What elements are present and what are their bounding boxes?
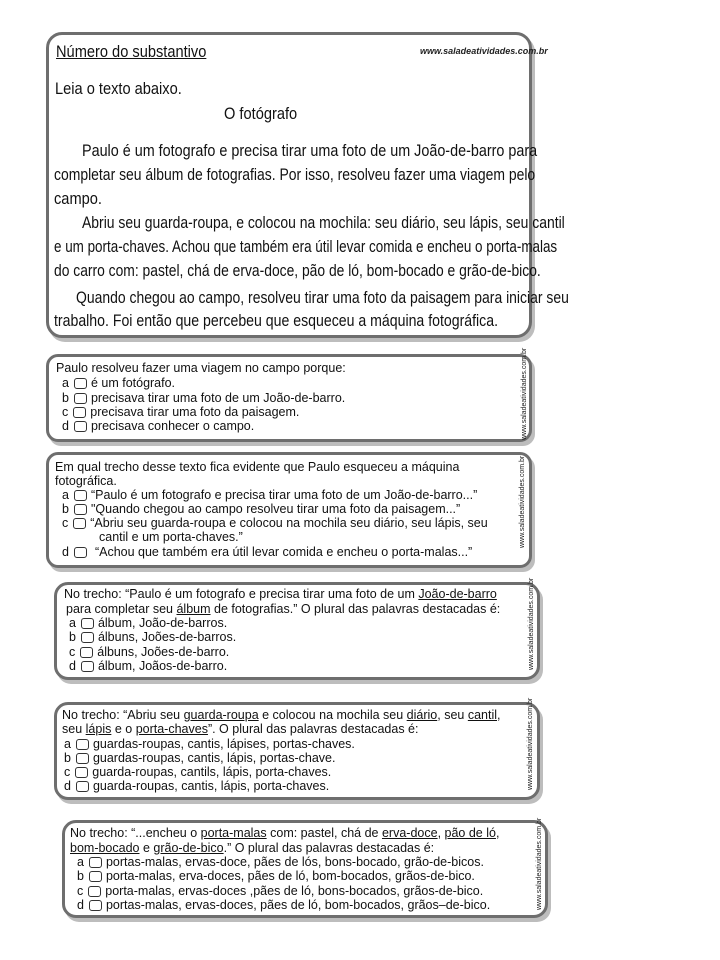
question-2-option-c[interactable]: c “Abriu seu guarda-roupa e colocou na mochila seu diário, seu lápis, seu <box>62 516 488 530</box>
story-line: completar seu álbum de fotografias. Por isso, resolveu fazer uma viagem pelo <box>54 165 536 184</box>
question-4-text: seu lápis e o porta-chaves”. O plural das palavras destacadas é: <box>62 722 419 736</box>
checkbox[interactable] <box>88 886 101 897</box>
story-line: trabalho. Foi então que percebeu que esqueceu a máquina fotográfica. <box>54 311 498 330</box>
story-title: O fotógrafo <box>224 104 298 123</box>
question-5-text: bom-bocado e grão-de-bico.” O plural das palavras destacadas é: <box>70 841 435 855</box>
question-1-option-b[interactable]: b precisava tirar uma foto de um João-de-barro. <box>62 391 346 405</box>
checkbox[interactable] <box>74 393 87 404</box>
checkbox[interactable] <box>75 767 88 778</box>
story-line: campo. <box>54 189 102 208</box>
question-2-option-a[interactable]: a “Paulo é um fotografo e precisa tirar uma foto de um João-de-barro...” <box>62 488 478 502</box>
checkbox[interactable] <box>81 632 94 643</box>
checkbox[interactable] <box>89 857 102 868</box>
instruction-text: Leia o texto abaixo. <box>55 79 182 98</box>
checkbox[interactable] <box>89 900 102 911</box>
question-4-option-d[interactable]: d guarda-roupas, cantis, lápis, porta-chaves. <box>64 779 330 793</box>
question-4-text: No trecho: “Abriu seu guarda-roupa e colocou na mochila seu diário, seu cantil, <box>62 708 501 722</box>
checkbox[interactable] <box>74 490 87 501</box>
side-watermark: www.saladeatividades.com.br <box>527 697 534 790</box>
checkbox[interactable] <box>81 661 94 672</box>
question-2-option-c-continued: cantil e um porta-chaves.” <box>99 530 243 544</box>
story-line: e um porta-chaves. Achou que também era útil levar comida e encheu o porta-malas <box>54 237 558 256</box>
question-5-option-d[interactable]: d portas-malas, ervas-doces, pães de ló, bom-bocados, grãos–de-bico. <box>77 898 491 912</box>
question-3-option-b[interactable]: b álbuns, Joões-de-barros. <box>69 630 237 644</box>
question-4-option-b[interactable]: b guardas-roupas, cantis, lápis, portas-chave. <box>64 751 336 765</box>
question-1-option-d[interactable]: d precisava conhecer o campo. <box>62 419 255 433</box>
question-5-text: No trecho: “...encheu o porta-malas com: pastel, chá de erva-doce, pão de ló, <box>70 826 500 840</box>
question-4-option-c[interactable]: c guarda-roupas, cantils, lápis, porta-chaves. <box>64 765 332 779</box>
story-line: Abriu seu guarda-roupa, e colocou na mochila: seu diário, seu lápis, seu cantil <box>82 213 565 232</box>
checkbox[interactable] <box>76 739 89 750</box>
checkbox[interactable] <box>76 753 89 764</box>
checkbox[interactable] <box>74 421 87 432</box>
question-3-text: No trecho: “Paulo é um fotografo e precisa tirar uma foto de um João-de-barro <box>64 587 497 601</box>
checkbox[interactable] <box>73 407 86 418</box>
site-watermark: www.saladeatividades.com.br <box>420 46 548 56</box>
question-3-option-a[interactable]: a álbum, João-de-barros. <box>69 616 228 630</box>
question-4-option-a[interactable]: a guardas-roupas, cantis, lápises, portas-chaves. <box>64 737 355 751</box>
checkbox[interactable] <box>73 518 86 529</box>
question-3-text: para completar seu álbum de fotografias.” O plural das palavras destacadas é: <box>66 602 501 616</box>
question-5-option-b[interactable]: b porta-malas, erva-doces, pães de ló, bom-bocados, grãos-de-bico. <box>77 869 475 883</box>
checkbox[interactable] <box>81 618 94 629</box>
question-2-text: fotográfica. <box>55 474 117 488</box>
question-3-option-d[interactable]: d álbum, Joãos-de-barro. <box>69 659 228 673</box>
question-1-option-a[interactable]: a é um fotógrafo. <box>62 376 176 390</box>
question-2-text: Em qual trecho desse texto fica evidente que Paulo esqueceu a máquina <box>55 460 460 474</box>
side-watermark: www.saladeatividades.com.br <box>521 347 528 440</box>
checkbox[interactable] <box>74 547 87 558</box>
side-watermark: www.saladeatividades.com.br <box>536 817 543 910</box>
story-line: Quando chegou ao campo, resolveu tirar uma foto da paisagem para iniciar seu <box>76 288 569 307</box>
story-line: Paulo é um fotografo e precisa tirar uma foto de um João-de-barro para <box>82 141 538 160</box>
checkbox[interactable] <box>76 781 89 792</box>
question-1-text: Paulo resolveu fazer uma viagem no campo porque: <box>56 361 346 375</box>
question-2-option-b[interactable]: b "Quando chegou ao campo resolveu tirar uma foto da paisagem...” <box>62 502 461 516</box>
worksheet-title: Número do substantivo <box>56 42 207 61</box>
checkbox[interactable] <box>74 504 87 515</box>
question-5-option-c[interactable]: c porta-malas, ervas-doces ,pães de ló, bons-bocados, grãos-de-bico. <box>77 884 484 898</box>
question-1-option-c[interactable]: c precisava tirar uma foto da paisagem. <box>62 405 300 419</box>
question-2-option-d[interactable]: d “Achou que também era útil levar comida e encheu o porta-malas...” <box>62 545 473 559</box>
question-5-option-a[interactable]: a portas-malas, ervas-doce, pães de lós, bons-bocado, grão-de-bicos. <box>77 855 484 869</box>
story-line: do carro com: pastel, chá de erva-doce, pão de ló, bom-bocado e grão-de-bico. <box>54 261 541 280</box>
checkbox[interactable] <box>74 378 87 389</box>
side-watermark: www.saladeatividades.com.br <box>519 455 526 548</box>
checkbox[interactable] <box>80 647 93 658</box>
checkbox[interactable] <box>89 871 102 882</box>
side-watermark: www.saladeatividades.com.br <box>528 577 535 670</box>
question-3-option-c[interactable]: c álbuns, Joões-de-barro. <box>69 645 230 659</box>
